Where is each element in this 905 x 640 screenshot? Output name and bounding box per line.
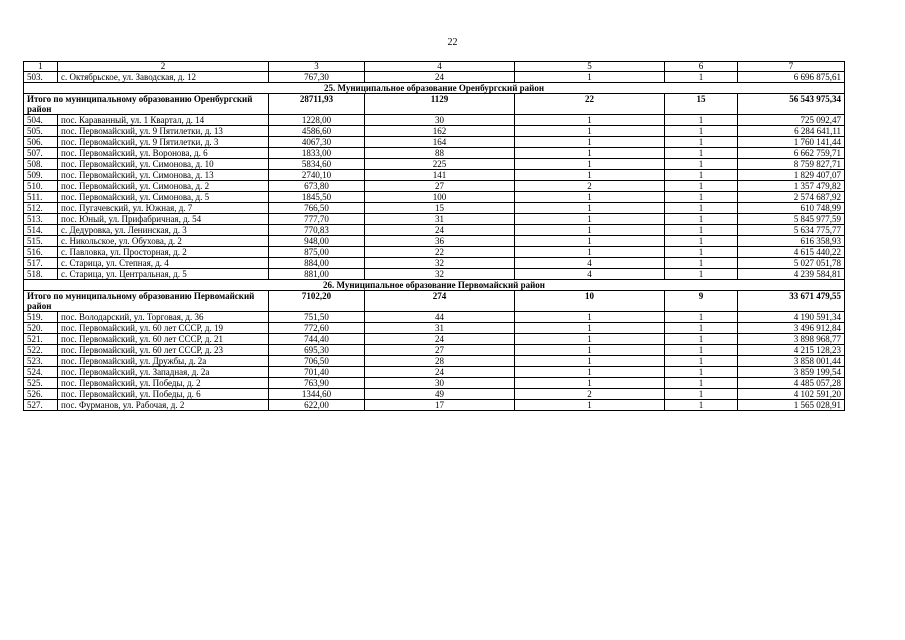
row-sum: 3 858 001,44	[738, 356, 845, 367]
row-address: пос. Володарский, ул. Торговая, д. 36	[58, 312, 269, 323]
row-area: 1228,00	[269, 115, 365, 126]
row-address: пос. Первомайский, ул. Симонова, д. 10	[58, 159, 269, 170]
row-col4: 30	[365, 378, 515, 389]
row-col6: 1	[665, 378, 738, 389]
row-col4: 17	[365, 400, 515, 411]
row-col6: 1	[665, 312, 738, 323]
table-row	[24, 378, 845, 389]
total-col4: 1129	[365, 94, 515, 115]
row-sum: 6 662 759,71	[738, 148, 845, 159]
row-address: пос. Первомайский, ул. Западная, д. 2а	[58, 367, 269, 378]
row-sum: 3 898 968,77	[738, 334, 845, 345]
row-number: 525.	[24, 378, 58, 389]
row-number: 507.	[24, 148, 58, 159]
column-number-row	[24, 62, 845, 72]
row-area: 673,80	[269, 181, 365, 192]
column-number: 6	[665, 62, 738, 72]
row-number: 517.	[24, 258, 58, 269]
row-area: 695,30	[269, 345, 365, 356]
row-col5: 1	[515, 378, 665, 389]
row-col4: 31	[365, 214, 515, 225]
total-col4: 274	[365, 291, 515, 312]
row-area: 948,00	[269, 236, 365, 247]
table-row	[24, 269, 845, 280]
row-sum: 1 829 407,07	[738, 170, 845, 181]
row-address: пос. Первомайский, ул. 60 лет СССР, д. 19	[58, 323, 269, 334]
row-address: пос. Первомайский, ул. Симонова, д. 5	[58, 192, 269, 203]
row-col4: 141	[365, 170, 515, 181]
table-row	[24, 126, 845, 137]
housing-registry-table	[23, 61, 845, 411]
row-number: 524.	[24, 367, 58, 378]
row-col5: 1	[515, 72, 665, 83]
row-col4: 44	[365, 312, 515, 323]
row-address: пос. Первомайский, ул. 60 лет СССР, д. 21	[58, 334, 269, 345]
row-address: пос. Первомайский, ул. 9 Пятилетки, д. 13	[58, 126, 269, 137]
table-row	[24, 159, 845, 170]
row-area: 875,00	[269, 247, 365, 258]
row-number: 508.	[24, 159, 58, 170]
row-number: 505.	[24, 126, 58, 137]
total-area: 28711,93	[269, 94, 365, 115]
row-col6: 1	[665, 225, 738, 236]
row-col6: 1	[665, 148, 738, 159]
row-number: 506.	[24, 137, 58, 148]
row-col5: 2	[515, 389, 665, 400]
row-sum: 4 485 057,28	[738, 378, 845, 389]
table-row	[24, 214, 845, 225]
row-number: 503.	[24, 72, 58, 83]
table-row	[24, 400, 845, 411]
row-address: пос. Пугачевский, ул. Южная, д. 7	[58, 203, 269, 214]
row-col4: 24	[365, 367, 515, 378]
row-sum: 4 102 591,20	[738, 389, 845, 400]
total-col6: 15	[665, 94, 738, 115]
column-number: 1	[24, 62, 58, 72]
row-col5: 1	[515, 115, 665, 126]
section-title: 25. Муниципальное образование Оренбургский район	[24, 83, 845, 94]
row-col6: 1	[665, 159, 738, 170]
row-col6: 1	[665, 247, 738, 258]
row-number: 511.	[24, 192, 58, 203]
row-address: пос. Первомайский, ул. Победы, д. 6	[58, 389, 269, 400]
row-number: 509.	[24, 170, 58, 181]
row-area: 701,40	[269, 367, 365, 378]
row-address: пос. Юный, ул. Прифабричная, д. 54	[58, 214, 269, 225]
row-sum: 725 092,47	[738, 115, 845, 126]
row-number: 527.	[24, 400, 58, 411]
row-sum: 4 239 584,81	[738, 269, 845, 280]
row-col4: 32	[365, 258, 515, 269]
row-number: 512.	[24, 203, 58, 214]
row-col5: 1	[515, 225, 665, 236]
row-sum: 4 215 128,23	[738, 345, 845, 356]
row-area: 744,40	[269, 334, 365, 345]
row-address: пос. Первомайский, ул. Победы, д. 2	[58, 378, 269, 389]
column-number: 4	[365, 62, 515, 72]
section-title: 26. Муниципальное образование Первомайский район	[24, 280, 845, 291]
row-sum: 610 748,99	[738, 203, 845, 214]
row-col4: 225	[365, 159, 515, 170]
row-col6: 1	[665, 345, 738, 356]
row-number: 519.	[24, 312, 58, 323]
table-row	[24, 181, 845, 192]
row-col6: 1	[665, 236, 738, 247]
row-col4: 88	[365, 148, 515, 159]
total-area: 7102,20	[269, 291, 365, 312]
row-col4: 27	[365, 181, 515, 192]
row-address: пос. Первомайский, ул. Симонова, д. 2	[58, 181, 269, 192]
row-address: с. Старица, ул. Степная, д. 4	[58, 258, 269, 269]
row-sum: 5 027 051,78	[738, 258, 845, 269]
row-sum: 2 574 687,92	[738, 192, 845, 203]
row-col6: 1	[665, 269, 738, 280]
table-row	[24, 115, 845, 126]
table-row	[24, 137, 845, 148]
row-sum: 1 760 141,44	[738, 137, 845, 148]
row-address: с. Павловка, ул. Просторная, д. 2	[58, 247, 269, 258]
row-col5: 2	[515, 181, 665, 192]
row-address: с. Октябрьское, ул. Заводская, д. 12	[58, 72, 269, 83]
row-sum: 4 190 591,34	[738, 312, 845, 323]
row-col6: 1	[665, 214, 738, 225]
row-col4: 28	[365, 356, 515, 367]
page-number: 22	[447, 37, 458, 48]
row-sum: 1 565 028,91	[738, 400, 845, 411]
total-sum: 56 543 975,34	[738, 94, 845, 115]
row-col4: 36	[365, 236, 515, 247]
row-col5: 1	[515, 367, 665, 378]
row-area: 4586,60	[269, 126, 365, 137]
row-col5: 1	[515, 203, 665, 214]
row-col5: 1	[515, 400, 665, 411]
row-col6: 1	[665, 356, 738, 367]
row-col5: 1	[515, 126, 665, 137]
table-row	[24, 345, 845, 356]
row-col5: 1	[515, 192, 665, 203]
row-number: 510.	[24, 181, 58, 192]
row-number: 523.	[24, 356, 58, 367]
table-row	[24, 170, 845, 181]
total-col5: 22	[515, 94, 665, 115]
column-number: 3	[269, 62, 365, 72]
row-col6: 1	[665, 137, 738, 148]
row-col6: 1	[665, 170, 738, 181]
total-col6: 9	[665, 291, 738, 312]
row-col5: 1	[515, 170, 665, 181]
total-row	[24, 94, 845, 115]
row-col4: 162	[365, 126, 515, 137]
row-col6: 1	[665, 258, 738, 269]
table-row	[24, 203, 845, 214]
row-area: 767,30	[269, 72, 365, 83]
row-sum: 6 284 641,11	[738, 126, 845, 137]
row-col6: 1	[665, 323, 738, 334]
column-number: 5	[515, 62, 665, 72]
row-col6: 1	[665, 203, 738, 214]
row-address: пос. Фурманов, ул. Рабочая, д. 2	[58, 400, 269, 411]
row-col5: 4	[515, 258, 665, 269]
row-col5: 1	[515, 137, 665, 148]
table-row	[24, 258, 845, 269]
row-col4: 24	[365, 225, 515, 236]
row-col6: 1	[665, 367, 738, 378]
row-address: пос. Первомайский, ул. Воронова, д. 6	[58, 148, 269, 159]
row-col6: 1	[665, 334, 738, 345]
row-number: 504.	[24, 115, 58, 126]
table-row	[24, 247, 845, 258]
row-area: 766,50	[269, 203, 365, 214]
row-col4: 49	[365, 389, 515, 400]
row-sum: 5 634 775,77	[738, 225, 845, 236]
table-body	[24, 62, 845, 411]
row-area: 881,00	[269, 269, 365, 280]
row-col4: 22	[365, 247, 515, 258]
row-area: 1344,60	[269, 389, 365, 400]
table-row	[24, 225, 845, 236]
table-row	[24, 312, 845, 323]
row-number: 520.	[24, 323, 58, 334]
column-number: 7	[738, 62, 845, 72]
row-address: с. Старица, ул. Центральная, д. 5	[58, 269, 269, 280]
row-address: пос. Первомайский, ул. Симонова, д. 13	[58, 170, 269, 181]
row-number: 521.	[24, 334, 58, 345]
table-row	[24, 389, 845, 400]
table-row	[24, 192, 845, 203]
row-col5: 1	[515, 159, 665, 170]
row-area: 770,83	[269, 225, 365, 236]
row-area: 777,70	[269, 214, 365, 225]
row-area: 751,50	[269, 312, 365, 323]
row-sum: 4 615 440,22	[738, 247, 845, 258]
row-sum: 5 845 977,59	[738, 214, 845, 225]
row-col6: 1	[665, 126, 738, 137]
row-col6: 1	[665, 181, 738, 192]
row-number: 515.	[24, 236, 58, 247]
total-col5: 10	[515, 291, 665, 312]
row-number: 522.	[24, 345, 58, 356]
row-area: 1845,50	[269, 192, 365, 203]
row-sum: 3 859 199,54	[738, 367, 845, 378]
row-area: 4067,30	[269, 137, 365, 148]
row-sum: 6 696 875,61	[738, 72, 845, 83]
row-sum: 616 358,93	[738, 236, 845, 247]
row-address: пос. Первомайский, ул. 60 лет СССР, д. 23	[58, 345, 269, 356]
row-col4: 30	[365, 115, 515, 126]
row-col5: 1	[515, 148, 665, 159]
row-sum: 8 759 827,71	[738, 159, 845, 170]
row-area: 622,00	[269, 400, 365, 411]
row-number: 514.	[24, 225, 58, 236]
row-col5: 1	[515, 312, 665, 323]
row-col5: 1	[515, 334, 665, 345]
table-row	[24, 334, 845, 345]
row-number: 526.	[24, 389, 58, 400]
row-col4: 100	[365, 192, 515, 203]
total-label: Итого по муниципальному образованию Оренбургский район	[24, 94, 269, 115]
row-address: пос. Караванный, ул. 1 Квартал, д. 14	[58, 115, 269, 126]
row-col6: 1	[665, 192, 738, 203]
row-area: 5834,60	[269, 159, 365, 170]
row-sum: 1 357 479,82	[738, 181, 845, 192]
row-col5: 1	[515, 356, 665, 367]
row-area: 772,60	[269, 323, 365, 334]
row-address: с. Дедуровка, ул. Ленинская, д. 3	[58, 225, 269, 236]
total-sum: 33 671 479,55	[738, 291, 845, 312]
section-header-row	[24, 83, 845, 94]
row-col6: 1	[665, 400, 738, 411]
row-number: 513.	[24, 214, 58, 225]
row-col4: 32	[365, 269, 515, 280]
row-col5: 1	[515, 214, 665, 225]
row-sum: 3 496 912,84	[738, 323, 845, 334]
row-col4: 15	[365, 203, 515, 214]
total-label: Итого по муниципальному образованию Первомайский район	[24, 291, 269, 312]
row-area: 706,50	[269, 356, 365, 367]
row-col5: 1	[515, 323, 665, 334]
table-row	[24, 148, 845, 159]
row-col5: 1	[515, 236, 665, 247]
total-row	[24, 291, 845, 312]
row-address: пос. Первомайский, ул. 9 Пятилетки, д. 3	[58, 137, 269, 148]
section-header-row	[24, 280, 845, 291]
row-col4: 164	[365, 137, 515, 148]
row-number: 516.	[24, 247, 58, 258]
table-row	[24, 323, 845, 334]
row-col4: 31	[365, 323, 515, 334]
row-col6: 1	[665, 389, 738, 400]
row-address: пос. Первомайский, ул. Дружбы, д. 2а	[58, 356, 269, 367]
table-row	[24, 356, 845, 367]
row-col5: 1	[515, 247, 665, 258]
row-area: 884,00	[269, 258, 365, 269]
table-row	[24, 367, 845, 378]
table-row	[24, 72, 845, 83]
row-col4: 24	[365, 72, 515, 83]
row-address: с. Никольское, ул. Обухова, д. 2	[58, 236, 269, 247]
column-number: 2	[58, 62, 269, 72]
row-col6: 1	[665, 115, 738, 126]
row-area: 1833,00	[269, 148, 365, 159]
row-col4: 24	[365, 334, 515, 345]
row-area: 763,90	[269, 378, 365, 389]
row-col5: 4	[515, 269, 665, 280]
row-area: 2740,10	[269, 170, 365, 181]
row-col6: 1	[665, 72, 738, 83]
row-col5: 1	[515, 345, 665, 356]
table-row	[24, 236, 845, 247]
row-col4: 27	[365, 345, 515, 356]
row-number: 518.	[24, 269, 58, 280]
